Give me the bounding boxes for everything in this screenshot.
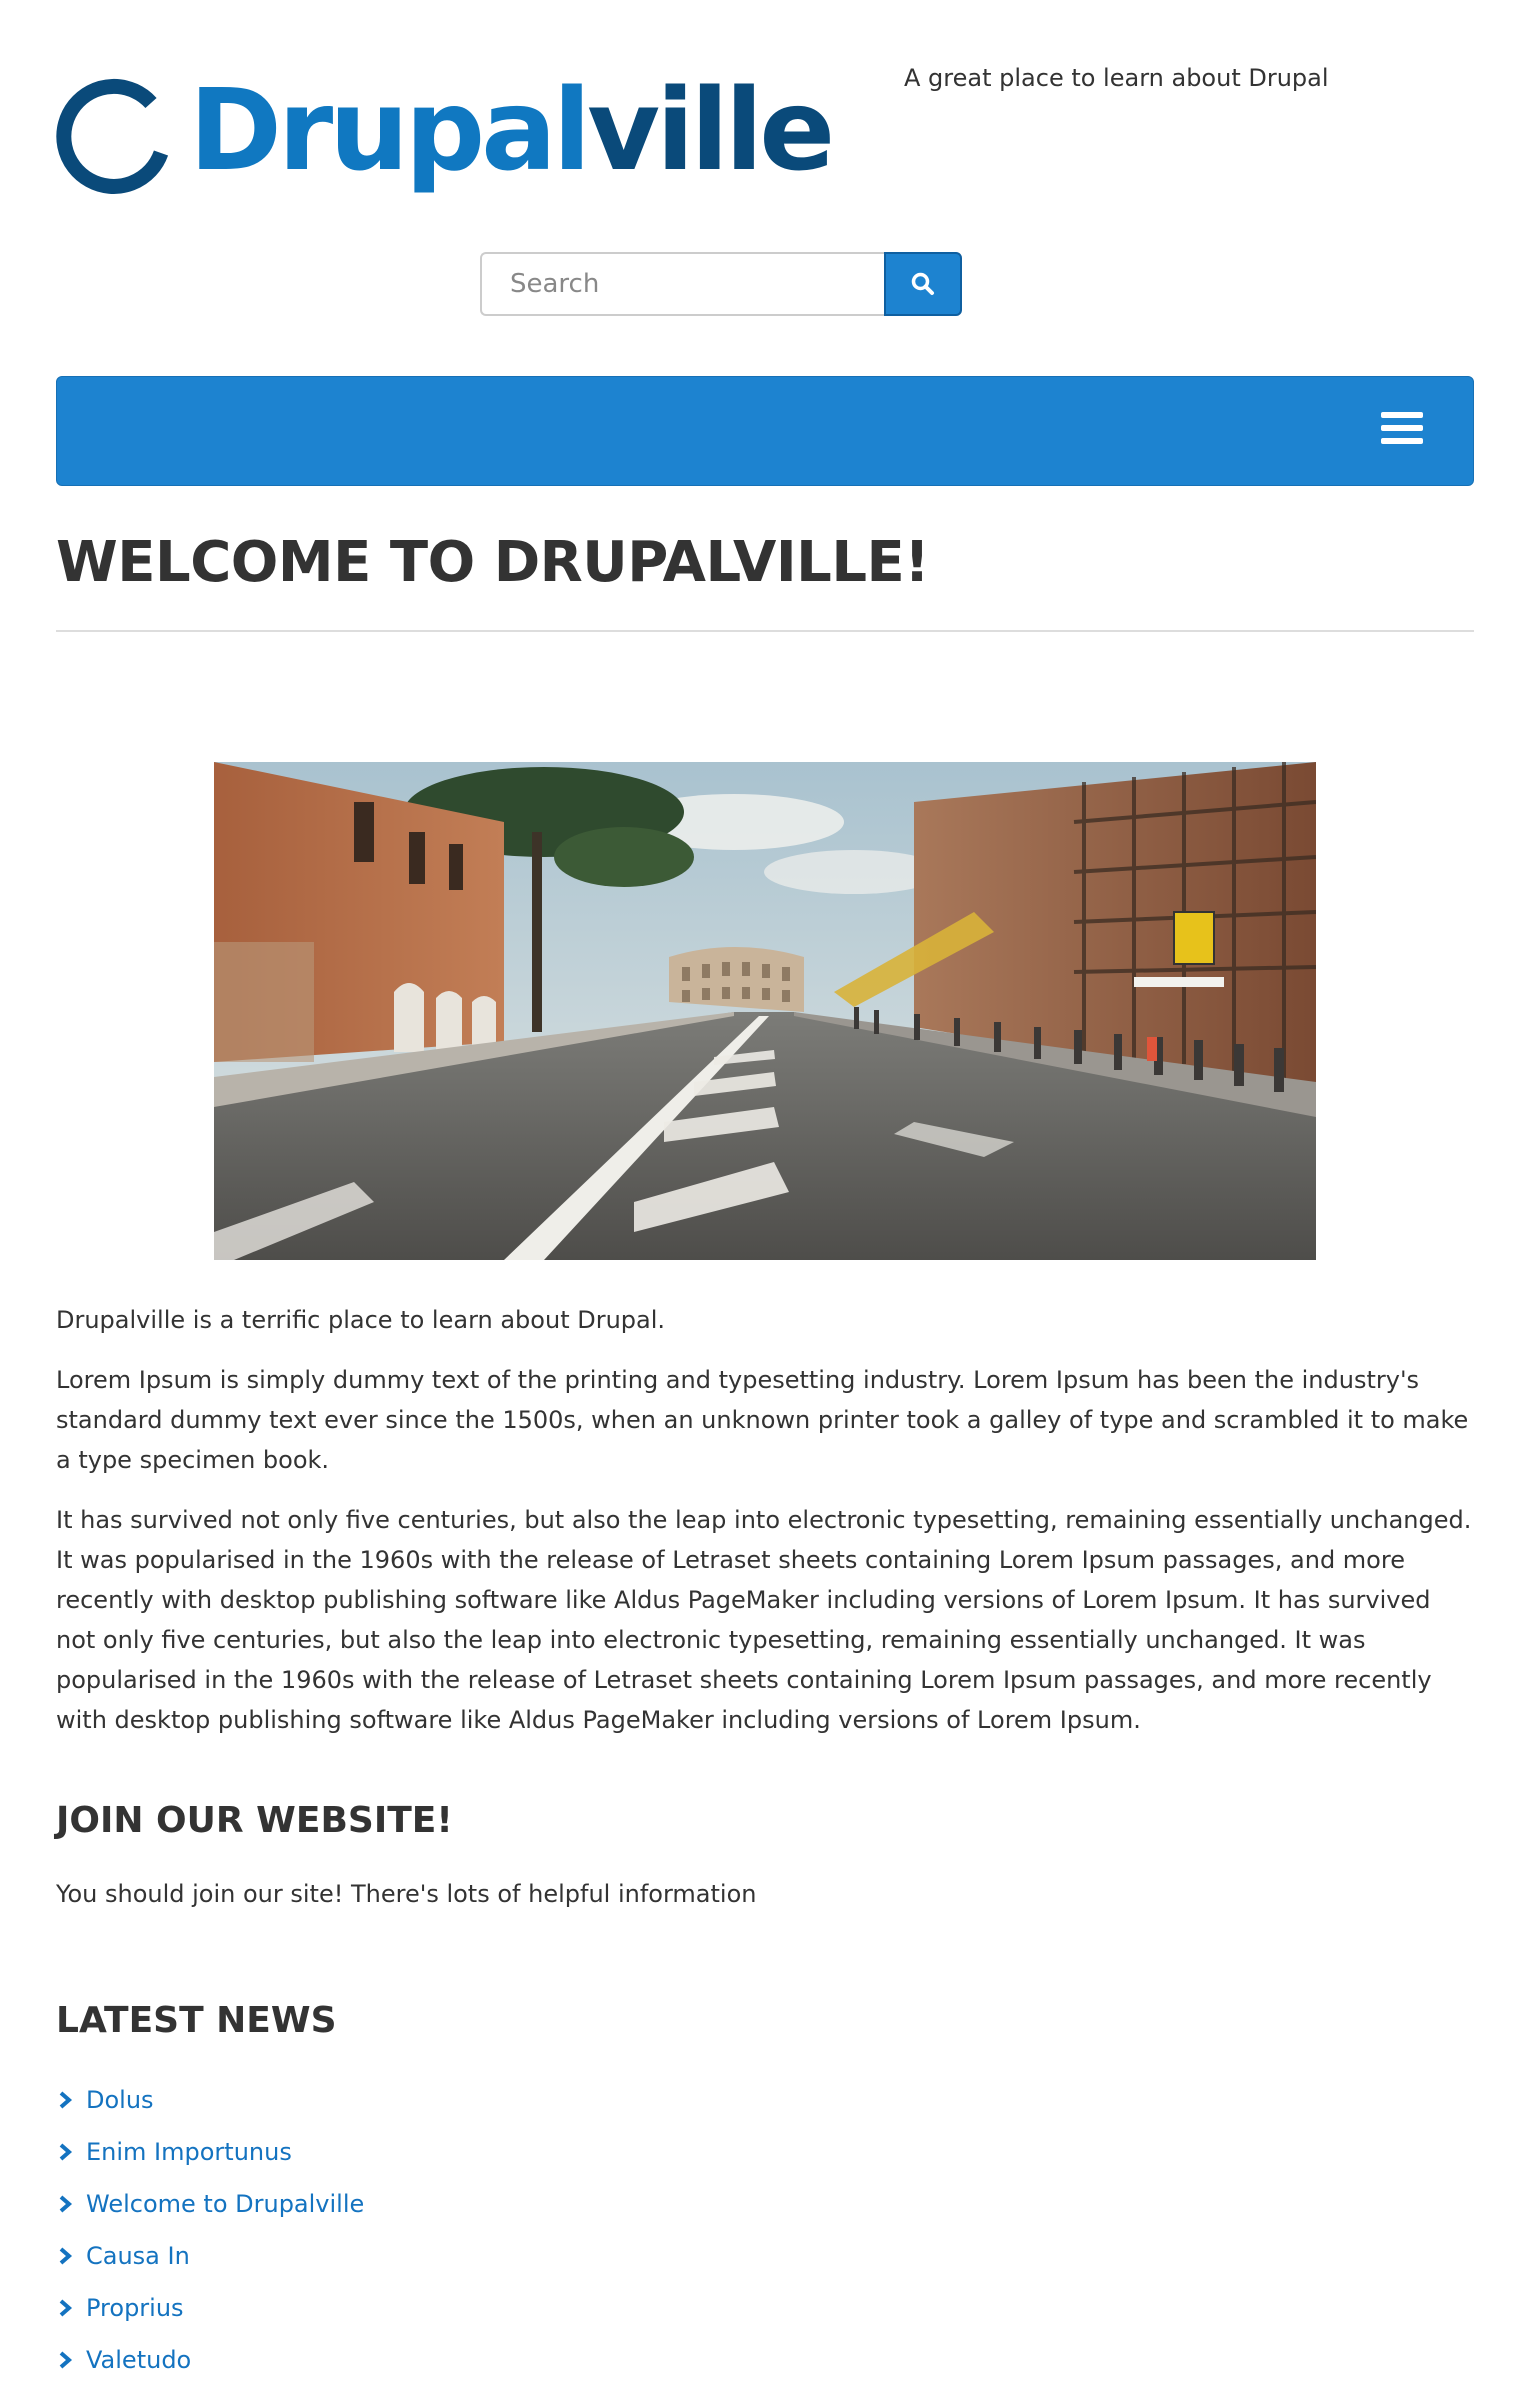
chevron-right-icon bbox=[56, 2090, 74, 2110]
news-item bbox=[56, 2126, 364, 2178]
join-text: You should join our site! There's lots of helpful information bbox=[56, 1880, 757, 1908]
chevron-right-icon bbox=[56, 2142, 74, 2162]
hero-image bbox=[214, 762, 1316, 1260]
logo-text bbox=[189, 66, 832, 196]
site-logo[interactable] bbox=[55, 66, 832, 202]
latest-news-heading: LATEST NEWS bbox=[56, 2000, 337, 2041]
news-item bbox=[56, 2178, 364, 2230]
search-icon bbox=[910, 271, 936, 297]
latest-news-list bbox=[56, 2074, 364, 2386]
chevron-right-icon bbox=[56, 2350, 74, 2370]
search-input[interactable] bbox=[480, 252, 884, 316]
news-link[interactable]: Causa In bbox=[86, 2242, 190, 2270]
search-form bbox=[480, 252, 962, 316]
intro-paragraph: Drupalville is a terrific place to learn about Drupal. bbox=[56, 1306, 666, 1334]
hamburger-bar bbox=[1381, 425, 1423, 431]
logo-text-drupal: Drupal bbox=[189, 66, 588, 196]
logo-text-ville: ville bbox=[587, 66, 832, 196]
body-paragraph: Lorem Ipsum is simply dummy text of the printing and typesetting industry. Lorem Ipsum has been the industry's standard dummy text ever since the 1500s, when an unknown printer took a galley of type and scrambled it to make a type specimen book. bbox=[56, 1366, 1469, 1474]
news-link[interactable]: Enim Importunus bbox=[86, 2138, 292, 2166]
main-navbar bbox=[56, 376, 1474, 486]
chevron-right-icon bbox=[56, 2298, 74, 2318]
hamburger-bar bbox=[1381, 438, 1423, 444]
news-item bbox=[56, 2074, 364, 2126]
hamburger-bar bbox=[1381, 412, 1423, 418]
news-item bbox=[56, 2230, 364, 2282]
news-item bbox=[56, 2334, 364, 2386]
page-title: WELCOME TO DRUPALVILLE! bbox=[56, 530, 930, 595]
chevron-right-icon bbox=[56, 2194, 74, 2214]
body-paragraph: It has survived not only five centuries, but also the leap into electronic typesetting, remaining essentially unchanged. It was popularised in the 1960s with the release of Letraset sheets containing Lorem Ipsum passages, and more recently with desktop publishing software like Aldus PageMaker including versions of Lorem Ipsum. It has survived not only five centuries, but also the leap into electronic typesetting, remaining essentially unchanged. It was popularised in the 1960s with the release of Letraset sheets containing Lorem Ipsum passages, and more recently with desktop publishing software like Aldus PageMaker including versions of Lorem Ipsum. bbox=[56, 1506, 1472, 1734]
main-content bbox=[56, 1300, 1474, 1760]
logo-circle-icon bbox=[55, 75, 175, 197]
search-button[interactable] bbox=[884, 252, 962, 316]
title-divider bbox=[56, 630, 1474, 632]
chevron-right-icon bbox=[56, 2246, 74, 2266]
hero-street-image bbox=[214, 762, 1316, 1260]
join-heading: JOIN OUR WEBSITE! bbox=[56, 1800, 453, 1841]
news-link[interactable]: Welcome to Drupalville bbox=[86, 2190, 365, 2218]
news-link[interactable]: Dolus bbox=[86, 2086, 154, 2114]
news-link[interactable]: Proprius bbox=[86, 2294, 184, 2322]
news-link[interactable]: Valetudo bbox=[86, 2346, 192, 2374]
site-slogan: A great place to learn about Drupal bbox=[904, 64, 1329, 92]
hamburger-icon[interactable] bbox=[1381, 412, 1423, 446]
news-item bbox=[56, 2282, 364, 2334]
